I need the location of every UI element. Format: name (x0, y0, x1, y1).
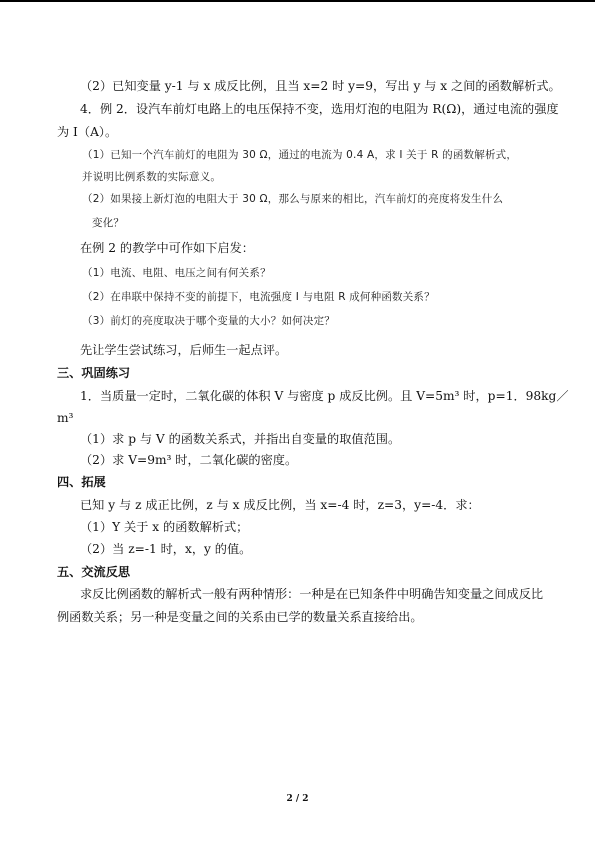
section-heading: 三、巩固练习 (57, 366, 131, 380)
text-line: 在例 2 的教学中可作如下启发： (80, 241, 254, 255)
scanned-text-line: （1）已知一个汽车前灯的电阻为 30 Ω，通过的电流为 0.4 A，求 I 关于 R 的函数解析式， (82, 149, 518, 161)
scanned-text-line: （1）电流、电阻、电压之间有何关系？ (82, 267, 271, 279)
text-line: （2）求 V=9m³ 时，二氧化碳的密度。 (80, 453, 298, 467)
text-line: 已知 y 与 z 成正比例，z 与 x 成反比例，当 x=-4 时，z=3，y=-4．求： (80, 498, 480, 512)
text-line: 求反比例函数的解析式一般有两种情形：一种是在已知条件中明确告知变量之间成反比 (80, 587, 544, 601)
text-line: 例函数关系；另一种是变量之间的关系由已学的数量关系直接给出。 (57, 610, 423, 624)
page-top-border (0, 0, 595, 2)
text-line: （1）Y 关于 x 的函数解析式； (80, 520, 249, 534)
text-line: 1．当质量一定时，二氧化碳的体积 V 与密度 p 成反比例。且 V=5m³ 时，p=1．98kg／ (80, 389, 569, 403)
page-number: 2 / 2 (286, 794, 309, 804)
text-line: 先让学生尝试练习，后师生一起点评。 (80, 343, 288, 357)
text-line: （2）已知变量 y-1 与 x 成反比例，且当 x=2 时 y=9，写出 y 与 x 之间的函数解析式。 (80, 79, 561, 93)
section-heading: 四、拓展 (57, 475, 106, 489)
text-line: m³ (57, 411, 74, 425)
text-line: （1）求 p 与 V 的函数关系式，并指出自变量的取值范围。 (80, 432, 401, 446)
text-line: 为 I（A）。 (57, 125, 118, 139)
scanned-text-line: （2）如果接上新灯泡的电阻大于 30 Ω，那么与原来的相比，汽车前灯的亮度将发生什么 (82, 193, 504, 205)
text-line: （2）当 z=-1 时，x，y 的值。 (80, 542, 252, 556)
text-line: 4．例 2．设汽车前灯电路上的电压保持不变，选用灯泡的电阻为 R(Ω)，通过电流的强度 (80, 102, 559, 116)
scanned-text-line: 并说明比例系数的实际意义。 (82, 171, 222, 183)
scanned-text-line: （2）在串联中保持不变的前提下，电流强度 I 与电阻 R 成何种函数关系？ (82, 291, 435, 303)
section-heading: 五、交流反思 (57, 565, 131, 579)
scanned-text-line: （3）前灯的亮度取决于哪个变量的大小？如何决定？ (82, 315, 335, 327)
scanned-text-line: 变化？ (92, 217, 125, 229)
